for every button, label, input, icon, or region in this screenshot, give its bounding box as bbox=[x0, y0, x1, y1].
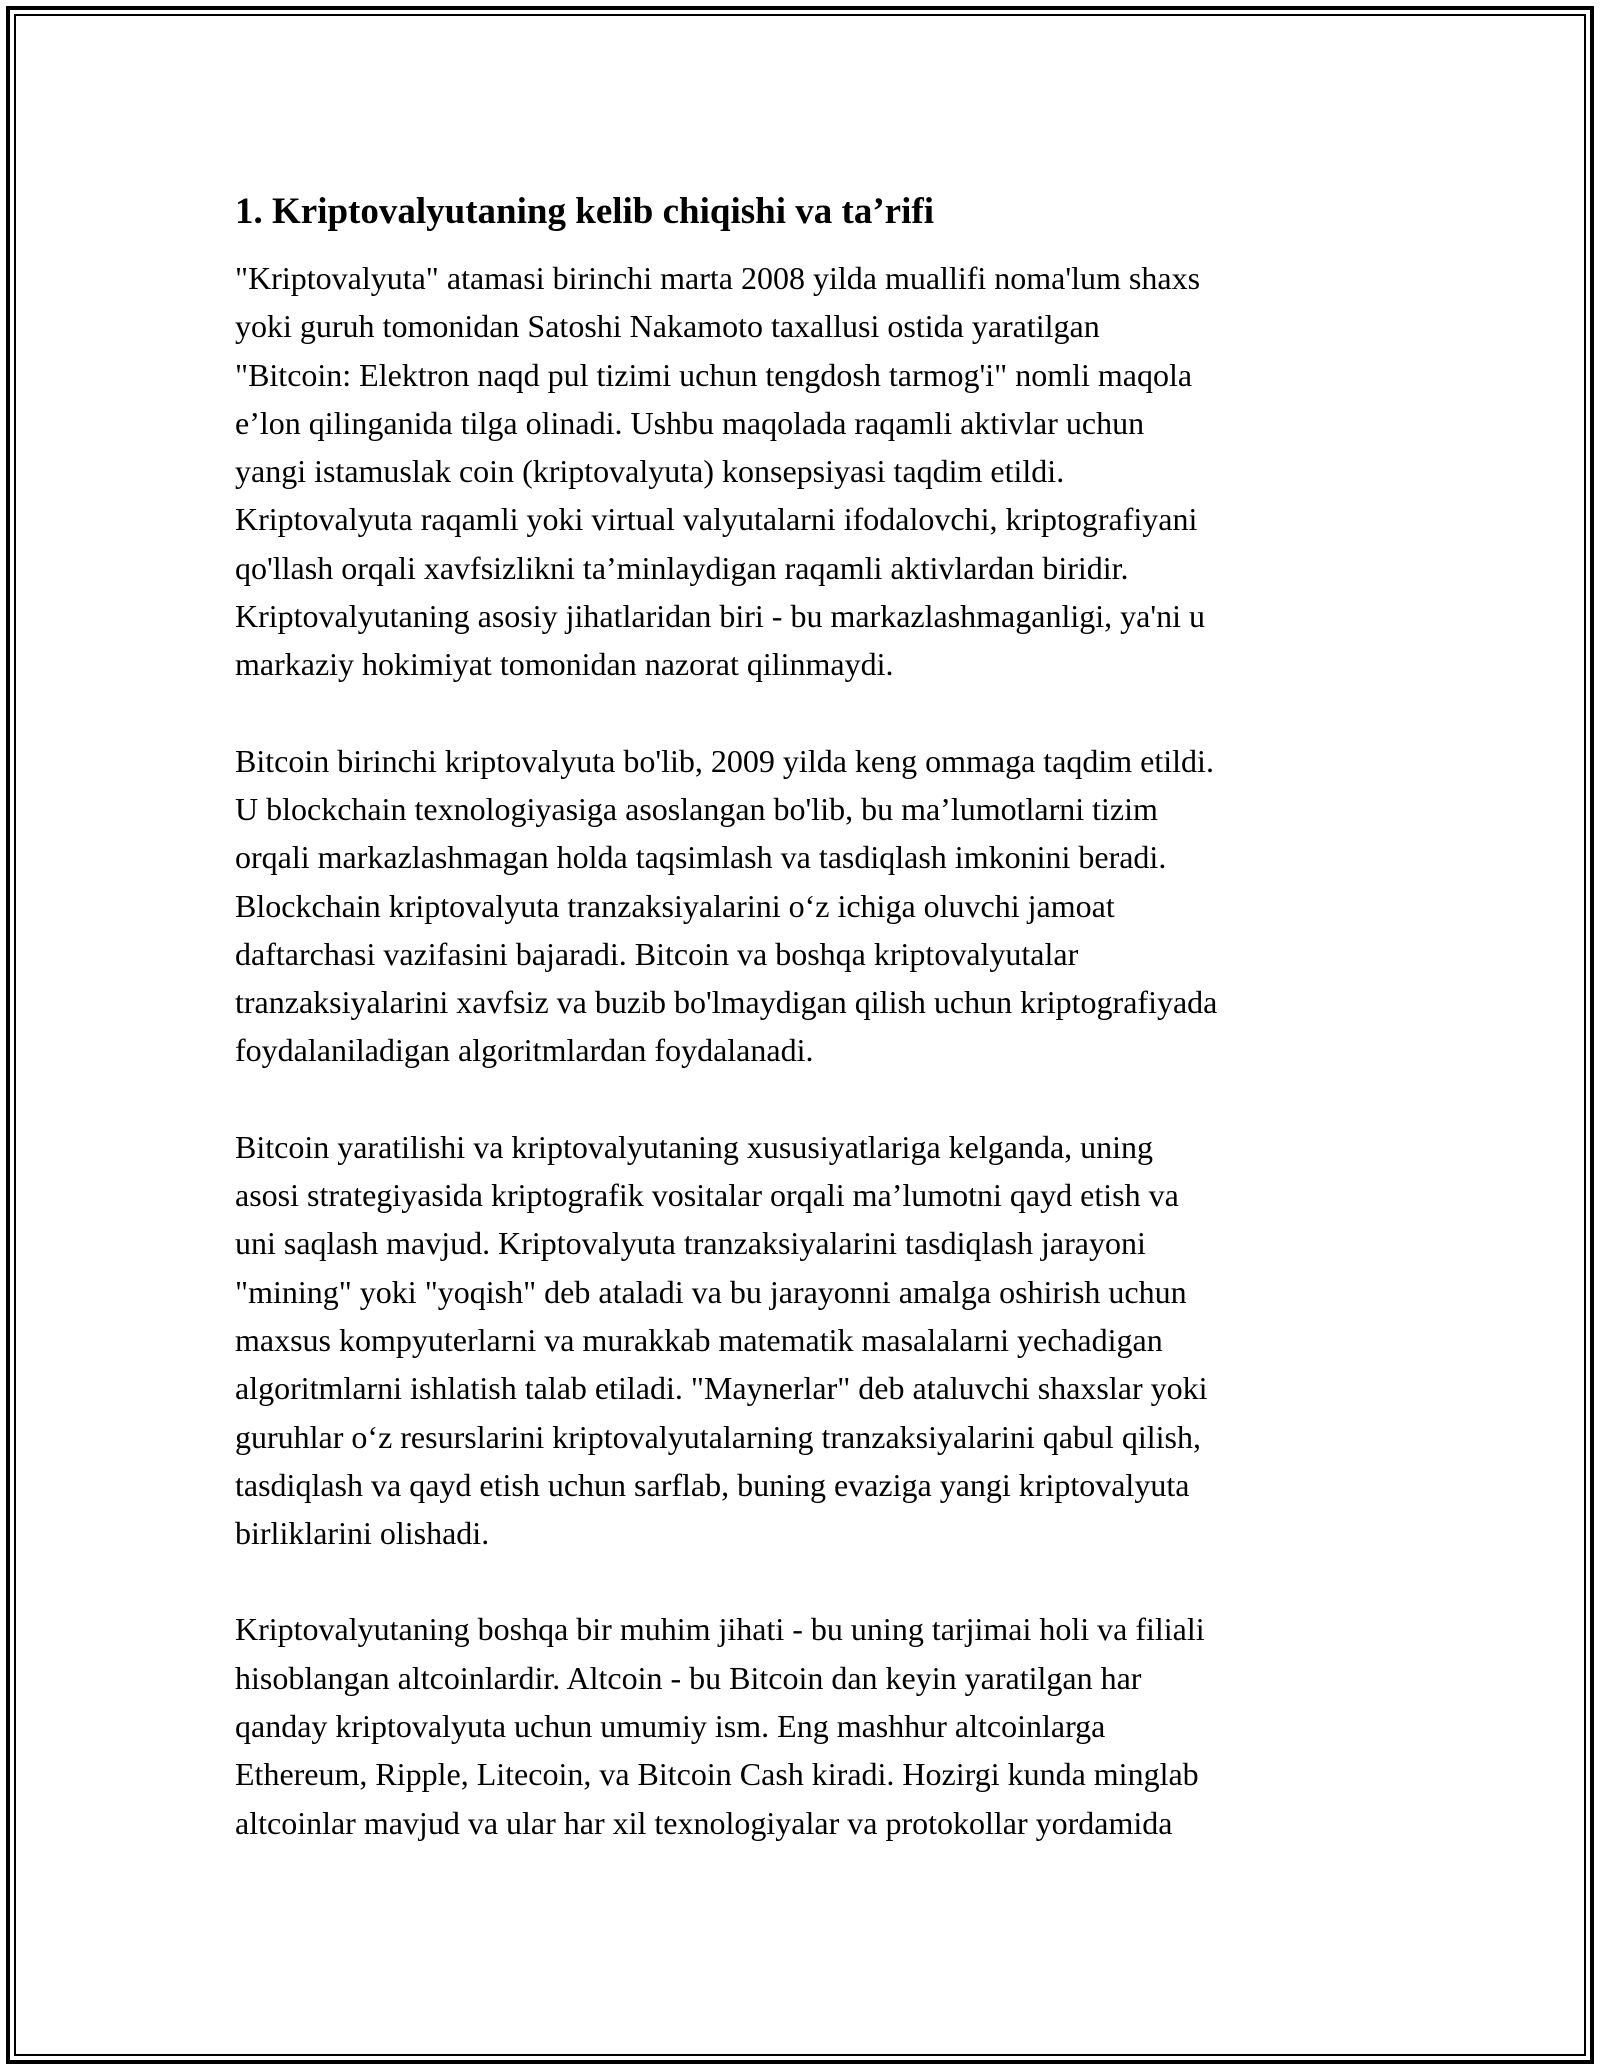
paragraph-line: uni saqlash mavjud. Kriptovalyuta tranzaksiyalarini tasdiqlash jarayoni bbox=[235, 1225, 1146, 1262]
paragraph-4 bbox=[235, 1605, 1375, 1846]
paragraph-line: daftarchasi vazifasini bajaradi. Bitcoin va boshqa kriptovalyutalar bbox=[235, 935, 1079, 972]
paragraph-spacer bbox=[235, 689, 1375, 737]
paragraph-line: orqali markazlashmagan holda taqsimlash va tasdiqlash imkonini beradi. bbox=[235, 839, 1167, 876]
paragraph-line: guruhlar o‘z resurslarini kriptovalyutalarning tranzaksiyalarini qabul qilish, bbox=[235, 1418, 1201, 1455]
paragraph-line: asosi strategiyasida kriptografik vositalar orqali ma’lumotni qayd etish va bbox=[235, 1177, 1179, 1214]
paragraph-2 bbox=[235, 737, 1375, 1075]
paragraph-line: U blockchain texnologiyasiga asoslangan bo'lib, bu ma’lumotlarni tizim bbox=[235, 790, 1158, 827]
paragraph-line: e’lon qilinganida tilga olinadi. Ushbu maqolada raqamli aktivlar uchun bbox=[235, 404, 1145, 441]
paragraph-line: tasdiqlash va qayd etish uchun sarflab, buning evaziga yangi kriptovalyuta bbox=[235, 1466, 1190, 1503]
section-heading: 1. Kriptovalyutaning kelib chiqishi va ta’rifi bbox=[235, 191, 934, 232]
paragraph-line: Ethereum, Ripple, Litecoin, va Bitcoin Cash kiradi. Hozirgi kunda minglab bbox=[235, 1756, 1199, 1793]
paragraph-line: Kriptovalyuta raqamli yoki virtual valyutalarni ifodalovchi, kriptografiyani bbox=[235, 501, 1198, 538]
paragraph-1 bbox=[235, 254, 1375, 689]
paragraph-line: algoritmlarni ishlatish talab etiladi. "Maynerlar" deb ataluvchi shaxslar yoki bbox=[235, 1370, 1208, 1407]
paragraph-line: tranzaksiyalarini xavfsiz va buzib bo'lmaydigan qilish uchun kriptografiyada bbox=[235, 984, 1218, 1021]
paragraph-line: hisoblangan altcoinlardir. Altcoin - bu Bitcoin dan keyin yaratilgan har bbox=[235, 1659, 1142, 1696]
document-body bbox=[235, 186, 1375, 1847]
paragraph-line: markaziy hokimiyat tomonidan nazorat qilinmaydi. bbox=[235, 646, 894, 683]
paragraph-line: yangi istamuslak coin (kriptovalyuta) konsepsiyasi taqdim etildi. bbox=[235, 453, 1065, 490]
paragraph-line: Kriptovalyutaning asosiy jihatlaridan biri - bu markazlashmaganligi, ya'ni u bbox=[235, 598, 1205, 635]
paragraph-line: altcoinlar mavjud va ular har xil texnologiyalar va protokollar yordamida bbox=[235, 1804, 1173, 1841]
paragraph-line: "Kriptovalyuta" atamasi birinchi marta 2008 yilda muallifi noma'lum shaxs bbox=[235, 260, 1201, 296]
paragraph-line: foydalaniladigan algoritmlardan foydalanadi. bbox=[235, 1032, 814, 1069]
paragraph-3 bbox=[235, 1123, 1375, 1558]
paragraph-line: Kriptovalyutaning boshqa bir muhim jihati - bu uning tarjimai holi va filiali bbox=[235, 1611, 1205, 1648]
paragraph-line: maxsus kompyuterlarni va murakkab matematik masalalarni yechadigan bbox=[235, 1321, 1163, 1358]
paragraph-line: Bitcoin birinchi kriptovalyuta bo'lib, 2009 yilda keng ommaga taqdim etildi. bbox=[235, 742, 1214, 779]
paragraph-line: qanday kriptovalyuta uchun umumiy ism. Eng mashhur altcoinlarga bbox=[235, 1708, 1106, 1745]
paragraph-line: "mining" yoki "yoqish" deb ataladi va bu jarayonni amalga oshirish uchun bbox=[235, 1273, 1187, 1310]
paragraph-line: yoki guruh tomonidan Satoshi Nakamoto taxallusi ostida yaratilgan bbox=[235, 308, 1100, 345]
paragraph-line: "Bitcoin: Elektron naqd pul tizimi uchun tengdosh tarmog'i" nomli maqola bbox=[235, 356, 1193, 393]
paragraph-spacer bbox=[235, 1557, 1375, 1605]
paragraph-line: birliklarini olishadi. bbox=[235, 1515, 490, 1552]
paragraph-line: Blockchain kriptovalyuta tranzaksiyalarini o‘z ichiga oluvchi jamoat bbox=[235, 887, 1115, 924]
paragraph-line: qo'llash orqali xavfsizlikni ta’minlaydigan raqamli aktivlardan biridir. bbox=[235, 549, 1129, 586]
paragraph-line: Bitcoin yaratilishi va kriptovalyutaning xususiyatlariga kelganda, uning bbox=[235, 1128, 1154, 1165]
paragraph-spacer bbox=[235, 1075, 1375, 1123]
